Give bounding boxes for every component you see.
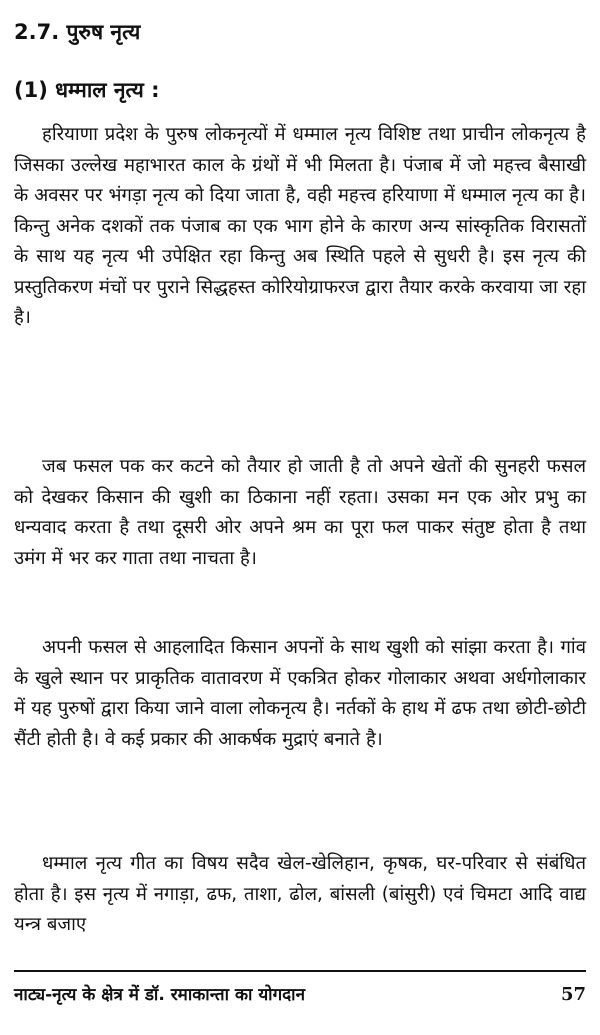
paragraph-1: हरियाणा प्रदेश के पुरुष लोकनृत्यों में धम्माल नृत्य विशिष्ट तथा प्राचीन लोकनृत्य है जिसका उल्लेख महाभारत काल के ग्रंथों में भी मिलता है। पंजाब में जो महत्त्व बैसाखी के अवसर पर भंगड़ा नृत्य को दिया जाता है, वही महत्त्व हरियाणा में धम्माल नृत्य का है। किन्तु अनेक दशकों तक पंजाब का एक भाग होने के कारण अन्य सांस्कृतिक विरासतों के साथ यह नृत्य भी उपेक्षित रहा किन्तु अब स्थिति पहले से सुधरी है। इस नृत्य की प्रस्तुतिकरण मंचों पर पुराने सिद्धहस्त कोरियोग्राफरज द्वारा तैयार करके करवाया जा रहा है।	[14, 124, 586, 328]
page-number: 57	[560, 984, 586, 1005]
paragraph-2: जब फसल पक कर कटने को तैयार हो जाती है तो अपने खेतों की सुनहरी फसल को देखकर किसान की खुशी का ठिकाना नहीं रहता। उसका मन एक ओर प्रभु का धन्यवाद करता है तथा दूसरी ओर अपने श्रम का पूरा फल पाकर संतुष्ट होता है तथा उमंग में भर कर गाता तथा नाचता है।	[14, 456, 586, 569]
paragraph-3: अपनी फसल से आहलादित किसान अपनों के साथ खुशी को सांझा करता है। गांव के खुले स्थान पर प्राकृतिक वातावरण में एकत्रित होकर गोलाकार अथवा अर्धगोलाकार में यह पुरुषों द्वारा किया जाने वाला लोकनृत्य है। नर्तकों के हाथ में ढफ तथा छोटी-छोटी सैंटी होती है। वे कई प्रकार की आकर्षक मुद्राएं बनाते है।	[14, 637, 586, 750]
paragraph-4: धम्माल नृत्य गीत का विषय सदैव खेल-खेलिहान, कृषक, घर-परिवार से संबंधित होता है। इस नृत्य में नगाड़ा, ढफ, ताशा, ढोल, बांसली (बांसुरी) एवं चिमटा आदि वाद्य यन्त्र बजाए	[14, 853, 586, 935]
running-footer-title: नाट्य-नृत्य के क्षेत्र में डॉ. रमाकान्ता का योगदान	[14, 985, 306, 1005]
footer-divider	[14, 970, 586, 972]
subsection-heading: (1) धम्माल नृत्य :	[14, 78, 160, 102]
section-heading: 2.7. पुरुष नृत्य	[14, 20, 141, 44]
